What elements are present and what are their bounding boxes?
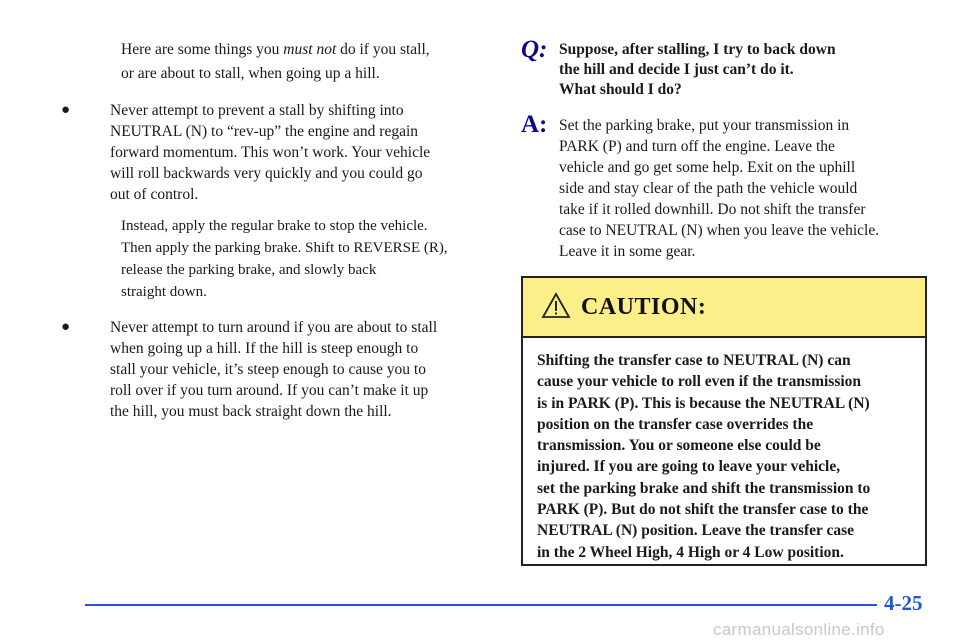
- intro-line-1: Here are some things you must not do if you stall,: [121, 41, 430, 58]
- watermark: carmanualsonline.info: [713, 620, 885, 639]
- instead-paragraph: Instead, apply the regular brake to stop the vehicle. Then apply the parking brake. Shift to REVERSE (R), release the parking brake, and slowly back straight down.: [121, 218, 448, 300]
- caution-header: [523, 278, 925, 338]
- page-number: 4-25: [884, 591, 923, 615]
- bullet-rev-up-warning: [30, 100, 500, 205]
- left-column: [30, 38, 500, 422]
- question-text: Suppose, after stalling, I try to back down the hill and decide I just can’t do it. What should I do?: [559, 41, 836, 98]
- answer-label: A:: [521, 111, 548, 138]
- footer-divider: [85, 604, 877, 606]
- caution-title: CAUTION:: [581, 294, 707, 320]
- right-column: [521, 36, 931, 262]
- answer-block: [521, 111, 931, 262]
- intro-paragraph: [121, 38, 496, 86]
- bullet-text: Never attempt to prevent a stall by shifting into NEUTRAL (N) to “rev-up” the engine and regain forward momentum. This won’t work. Your vehicle will roll backwards very quickly and you could go out of control.: [110, 102, 431, 203]
- bullet-text: Never attempt to turn around if you are about to stall when going up a hill. If the hill is steep enough to stall your vehicle, it’s steep enough to cause you to roll over if you turn around. If you can’t make it up the hill, you must back straight down the hill.: [110, 319, 438, 420]
- bullet-icon: ●: [61, 102, 71, 118]
- warning-triangle-icon: [541, 292, 571, 324]
- answer-text: Set the parking brake, put your transmission in PARK (P) and turn off the engine. Leave the vehicle and go get some help. Exit on the uphill side and stay clear of the path the vehicle would take if it rolled downhill. Do not shift the transfer case to NEUTRAL (N) when you leave the vehicle. Leave it in some gear.: [559, 117, 880, 260]
- bullet-icon: ●: [61, 319, 71, 335]
- intro-line-2: or are about to stall, when going up a hill.: [121, 65, 380, 82]
- caution-box: [521, 276, 927, 566]
- bullet-turn-around-warning: [30, 317, 500, 422]
- question-block: [521, 36, 931, 100]
- emphasis-must-not: must not: [283, 41, 337, 58]
- caution-body: Shifting the transfer case to NEUTRAL (N) can cause your vehicle to roll even if the transmission is in PARK (P). This is because the NEUTRAL (N) position on the transfer case overrides the transmission. You or someone else could be injured. If you are going to leave your vehicle, set the parking brake and shift the transmission to PARK (P). But do not shift the transfer case to the NEUTRAL (N) position. Leave the transfer case in the 2 Wheel High, 4 High or 4 Low position.: [537, 352, 871, 561]
- question-label: Q:: [521, 36, 548, 63]
